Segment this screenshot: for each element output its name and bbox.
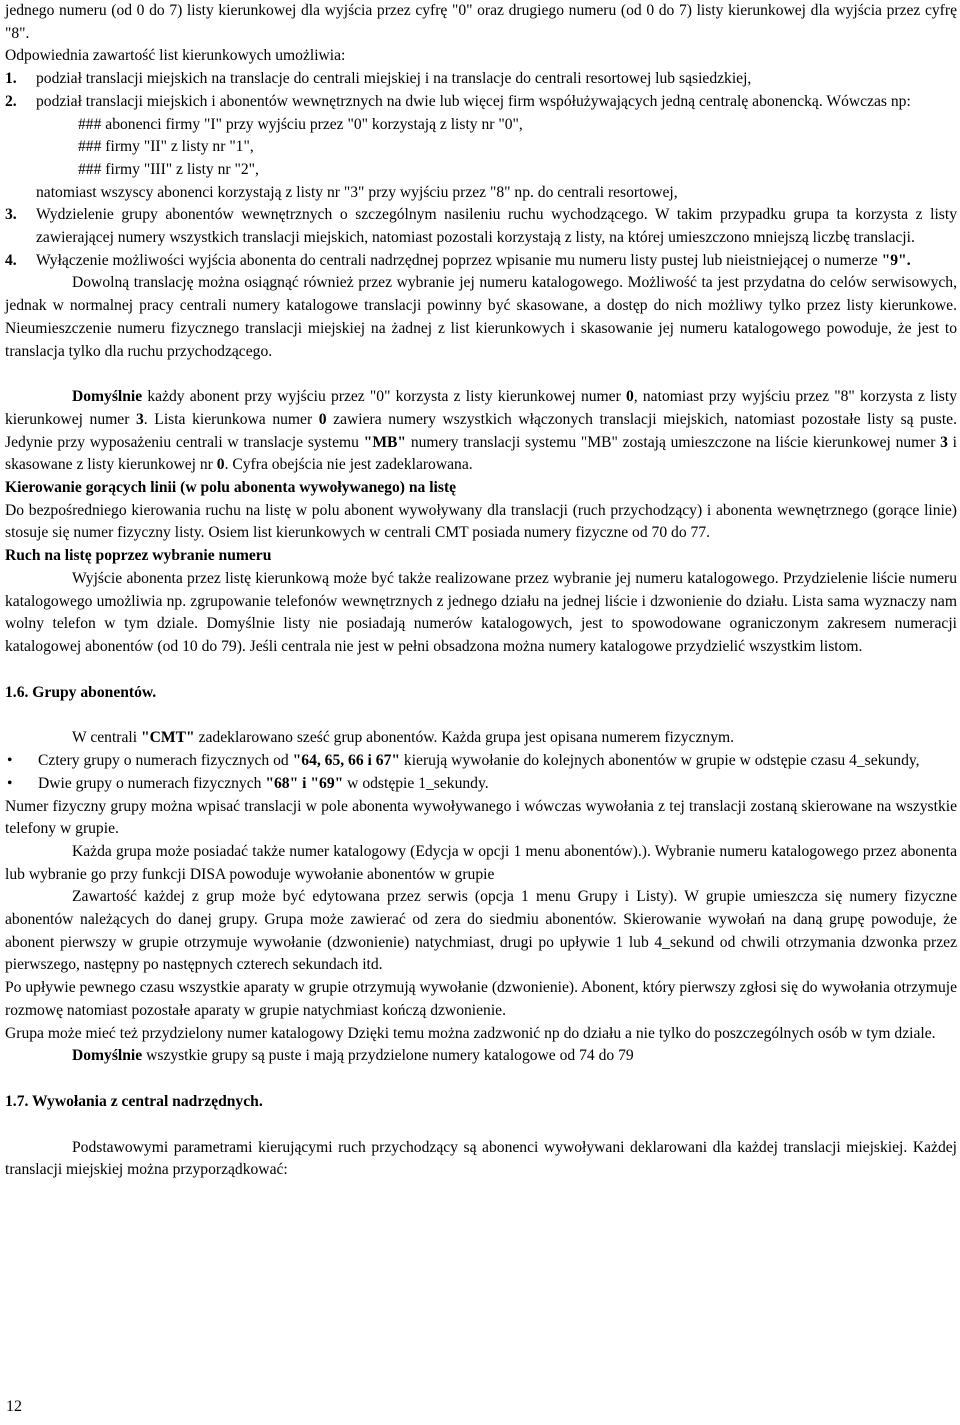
text-run: zadeklarowano sześć grup abonentów. Każda grupa jest opisana numerem fizycznym. xyxy=(194,729,735,747)
heading-text: 1.6. Grupy abonentów. xyxy=(5,683,157,701)
page-number: 12 xyxy=(6,1398,22,1415)
text-run: , natomiast przy wyjściu przez "8" korzysta z listy kierunkowej numer xyxy=(5,388,957,428)
paragraph-zawartosc: Zawartość każdej z grup może być edytowana przez serwis (opcja 1 menu Grupy i Listy). W grupie umieszcza się numery fizyczne abonentów należących do danej grupy. Grupa może zawierać od zera do siedmiu abonentów. Skierowanie wywołań na daną grupę powoduje, że abonent pierwszy w grupie otrzymuje wywołanie (dzwonienie) natychmiast, drugi po upływie 1 lub 4_sekund od chwili otrzymania dzwonka przez pierwszego, następny po następnych czterech sekundach itd. xyxy=(5,888,957,974)
bold-term: 3 xyxy=(940,433,948,451)
bold-term: "68" i "69" xyxy=(265,774,344,792)
text-run: każdy abonent przy wyjściu przez "0" korzysta z listy kierunkowej numer xyxy=(142,388,626,406)
spacer xyxy=(5,659,957,682)
list-number: 2. xyxy=(5,92,17,110)
paragraph-podstawowymi: Podstawowymi parametrami kierującymi ruch przychodzący są abonenci wywoływani deklarowani dla każdej translacji miejskiej. Każdej translacji miejskiej można przyporządkować: xyxy=(5,1138,957,1179)
bullet-item xyxy=(5,773,957,796)
example-summary: natomiast wszyscy abonenci korzystają z listy nr "3" przy wyjściu przez "8" np. do centrali resortowej, xyxy=(36,183,678,201)
paragraph-goracych: Do bezpośredniego kierowania ruchu na listę w polu abonent wywoływany dla translacji (ruch przychodzący) i abonenta wewnętrznego (gorące linie) stosuje się numer fizyczny listy. Osiem list kierunkowych w centrali CMT posiada numery fizyczne od 70 do 77. xyxy=(5,501,957,542)
list-number: 3. xyxy=(5,206,17,224)
list-text: podział translacji miejskich i abonentów wewnętrznych na dwie lub więcej firm współużywających jedną centralę abonencką. Wówczas np: xyxy=(36,92,911,110)
list-text-body: Wyłączenie możliwości wyjścia abonenta do centrali nadrzędnej poprzez wpisanie mu numeru listy pustej lub nieistniejącej o numerze xyxy=(36,251,882,269)
paragraph-numer: Numer fizyczny grupy można wpisać translacji w pole abonenta wywoływanego i wówczas wywołania z tej translacji zostaną skierowane na wszystkie telefony w grupie. xyxy=(5,797,957,838)
bold-term: Domyślnie xyxy=(72,1047,143,1065)
chapter-heading xyxy=(5,682,957,705)
example-line: ### abonenci firmy "I" przy wyjściu przez "0" korzystają z listy nr "0", xyxy=(78,115,523,133)
bold-term: Domyślnie xyxy=(72,388,143,406)
text-run: W centrali xyxy=(72,729,141,747)
paragraph-ruch: Wyjście abonenta przez listę kierunkową może być także realizowane przez wybranie jej numeru katalogowego. Przydzielenie liście numeru katalogowego umożliwia np. zgrupowanie telefonów wewnętrznych z jednego działu na jednej liście i dzwonienie do działu. Lista sama wyznaczy nam wolny telefon w tym dziale. Domyślnie listy nie posiadają numerów katalogowych, jest to spowodowane ograniczonym zakresem numeracji katalogowej abonentów (od 10 do 79). Jeśli centrala nie jest w pełni obsadzona można numery katalogowe przydzielić wszystkim listom. xyxy=(5,569,957,655)
text-run: . Lista kierunkowa numer xyxy=(143,410,319,428)
section-heading xyxy=(5,545,957,568)
list-item xyxy=(5,68,957,91)
bold-term: 0 xyxy=(216,456,225,474)
paragraph-dowolna: Dowolną translację można osiągnąć również przez wybranie jej numeru katalogowego. Możliwość ta jest przydatna do celów serwisowych, jednak w normalnej pracy centrali numery katalogowe translacji powinny być skasowane, a dostęp do nich możliwy tylko przez listy kierunkowe. Nieumieszczenie numeru fizycznego translacji miejskiej na żadnej z list kierunkowych i skasowanie jej numeru katalogowego powoduje, że jest to translacja tylko dla ruchu przychodzącego. xyxy=(5,274,957,360)
bold-term: 3 xyxy=(136,410,144,428)
section-heading xyxy=(5,477,957,500)
list-text: Wydzielenie grupy abonentów wewnętrznych o szczególnym nasileniu ruchu wychodzącego. W takim przypadku grupa ta korzysta z listy zawierającej numery wszystkich translacji miejskich, natomiast pozostali korzystają z listy, na której umieszczono mniejszą liczbę translacji. xyxy=(36,206,957,247)
text-run: numery translacji systemu "MB" zostają umieszczone na liście kierunkowej numer xyxy=(406,433,941,451)
document-page xyxy=(5,0,957,1182)
text-run: w odstępie 1_sekundy. xyxy=(343,774,489,792)
heading-text: Ruch na listę poprzez wybranie numeru xyxy=(5,547,272,565)
bold-term: 0 xyxy=(626,388,634,406)
list-text-bold: "9". xyxy=(881,251,911,269)
paragraph-lists-intro: jednego numeru (od 0 do 7) listy kierunkowej dla wyjścia przez cyfrę "0" oraz drugiego numeru (od 0 do 7) listy kierunkowej dla wyjścia przez cyfrę "8". xyxy=(5,2,957,42)
list-number: 4. xyxy=(5,251,17,269)
bullet-icon: • xyxy=(7,774,13,792)
spacer xyxy=(5,1114,957,1137)
bold-term: "CMT" xyxy=(140,729,195,747)
bullet-text xyxy=(38,750,957,773)
paragraph-lists-enable: Odpowiednia zawartość list kierunkowych umożliwia: xyxy=(5,47,346,65)
text-run: kierują wywołanie do kolejnych abonentów w grupie w odstępie czasu 4_sekundy, xyxy=(400,752,920,770)
paragraph-poupływie: Po upływie pewnego czasu wszystkie aparaty w grupie otrzymują wywołanie (dzwonienie). Abonent, który pierwszy zgłosi się do wywołania otrzymuje rozmowę natomiast pozostałe aparaty w grupie natychmiast kończą dzwonienie. xyxy=(5,979,957,1019)
paragraph-kazda: Każda grupa może posiadać także numer katalogowy (Edycja w opcji 1 menu abonentów).). Wybranie numeru katalogowego przez abonenta lub wybranie go przy funkcji DISA powoduje wywołanie abonentów w grupie xyxy=(5,842,957,883)
paragraph-domyslnie xyxy=(5,386,957,477)
list-item xyxy=(5,91,957,114)
text-run: i skasowane z listy kierunkowej nr xyxy=(5,433,957,474)
paragraph-cmt xyxy=(5,727,957,750)
spacer xyxy=(5,1068,957,1091)
bold-term: "64, 65, 66 i 67" xyxy=(292,752,401,770)
heading-text: Kierowanie gorących linii (w polu abonenta wywoływanego) na listę xyxy=(5,479,457,497)
list-text: podział translacji miejskich na translacje do centrali miejskiej i na translacje do centrali resortowej lub sąsiedzkiej, xyxy=(36,70,752,88)
spacer xyxy=(5,704,957,727)
paragraph-domyslnie-grupy xyxy=(5,1045,957,1068)
chapter-heading xyxy=(5,1091,957,1114)
paragraph-grupa: Grupa może mieć też przydzielony numer katalogowy Dzięki temu można zadzwonić np do działu a nie tylko do poszczególnych osób w tym dziale. xyxy=(5,1024,936,1042)
text-run: Cztery grupy o numerach fizycznych od xyxy=(38,752,293,770)
list-number: 1. xyxy=(5,70,17,88)
bullet-text xyxy=(38,773,957,796)
text-run: Dwie grupy o numerach fizycznych xyxy=(38,774,266,792)
text-run: . Cyfra obejścia nie jest zadeklarowana. xyxy=(224,456,473,474)
spacer xyxy=(5,363,957,386)
text-run: wszystkie grupy są puste i mają przydzielone numery katalogowe od 74 do 79 xyxy=(142,1047,634,1065)
heading-text: 1.7. Wywołania z central nadrzędnych. xyxy=(5,1092,263,1110)
example-line: ### firmy "III" z listy nr "2", xyxy=(78,160,259,178)
bold-term: 0 xyxy=(318,410,327,428)
bullet-icon: • xyxy=(7,752,13,770)
list-item xyxy=(5,204,957,249)
bold-term: "MB" xyxy=(363,433,407,451)
example-line: ### firmy "II" z listy nr "1", xyxy=(78,138,254,156)
bullet-item xyxy=(5,750,957,773)
list-item xyxy=(5,250,957,273)
list-text xyxy=(36,250,957,273)
text-run: zawiera numery wszystkich włączonych translacji miejskich, natomiast pozostałe listy są puste. Jedynie przy wyposażeniu centrali w translacje systemu xyxy=(5,410,957,451)
